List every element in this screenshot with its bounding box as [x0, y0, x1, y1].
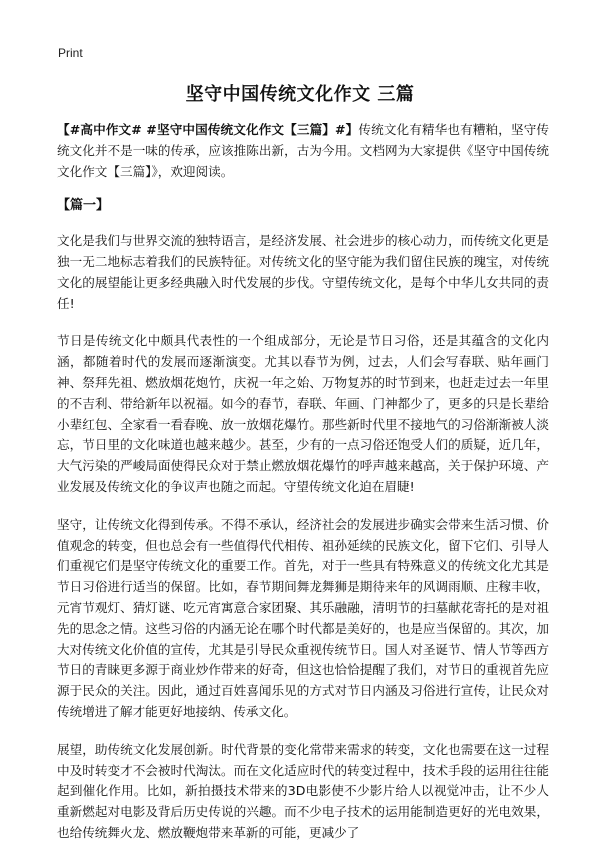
section-heading: 【篇一】: [57, 198, 110, 214]
intro-tags: 【#高中作文# #坚守中国传统文化作文【三篇】#】: [57, 122, 359, 137]
document-body: [57, 120, 549, 861]
body-paragraph-1: 文化是我们与世界交流的独特语言，是经济发展、社会进步的核心动力，而传统文化更是独一无二地标志着我们的民族特征。对传统文化的坚守能为我们留住民族的瑰宝，对传统文化的展望能让更多经典融入时代发展的步伐。守望传统文化，是每个中华儿女共同的责任!: [57, 233, 549, 311]
body-paragraph-3: 坚守，让传统文化得到传承。不得不承认，经济社会的发展进步确实会带来生活习惯、价值观念的转变，但也总会有一些值得代代相传、祖孙延续的民族文化，留下它们、引导人们重视它们是坚守传统文化的重要工作。首先，对于一些具有特殊意义的传统文化尤其是节日习俗进行适当的保留。比如，春节期间舞龙舞狮是期待来年的风调雨顺、庄稼丰收，元宵节观灯、猜灯谜、吃元宵寓意合家团聚、其乐融融，清明节的扫墓献花寄托的是对祖先的思念之情。这些习俗的内涵无论在哪个时代都是美好的，也是应当保留的。其次，加大对传统文化价值的宣传，尤其是引导民众重视传统节日。国人对圣诞节、情人节等西方节日的青睐更多源于商业炒作带来的好奇，但这也恰恰提醒了我们，对节日的重视首先应源于民众的关注。因此，通过百姓喜闻乐见的方式对节日内涵及习俗进行宣传，让民众对传统增进了解才能更好地接纳、传承文化。: [57, 516, 549, 719]
body-paragraph-2: 节日是传统文化中颇具代表性的一个组成部分，无论是节日习俗，还是其蕴含的文化内涵，都随着时代的发展而逐渐演变。尤其以春节为例，过去，人们会写春联、贴年画门神、祭拜先祖、燃放烟花炮竹，庆祝一年之始、万物复苏的时节到来，也赶走过去一年里的不吉利、带给新年以祝福。如今的春节，春联、年画、门神都少了，更多的只是长辈给小辈红包、全家看一看春晚、放一放烟花爆竹。那些新时代里不接地气的习俗渐渐被人淡忘，节日里的文化味道也越来越少。甚至，少有的一点习俗还饱受人们的质疑，近几年，大气污染的严峻局面使得民众对于禁止燃放烟花爆竹的呼声越来越高，关于保护环境、产业发展及传统文化的争议声也随之而起。守望传统文化迫在眉睫!: [57, 333, 549, 494]
intro-text: 传统文化有精华也有糟粕，坚守传统文化并不是一味的传承，应该推陈出新，古为今用。文档网为大家提供《坚守中国传统文化作文【三篇】》，欢迎阅读。: [57, 122, 550, 179]
page-title: 坚守中国传统文化作文 三篇: [185, 84, 415, 105]
intro-paragraph: [57, 120, 549, 182]
print-link[interactable]: Print: [58, 46, 83, 60]
body-paragraph-4: 展望，助传统文化发展创新。时代背景的变化常带来需求的转变，文化也需要在这一过程中及时转变才不会被时代淘汰。而在文化适应时代的转变过程中，技术手段的运用往往能起到催化作用。比如，新拍摄技术带来的3D电影使不少影片给人以视觉冲击，让不少人重新燃起对电影及背后历史传说的兴趣。而不少电子技术的运用能制造更好的光电效果，也给传统舞火龙、燃放鞭炮带来革新的可能，更减少了: [57, 741, 549, 840]
